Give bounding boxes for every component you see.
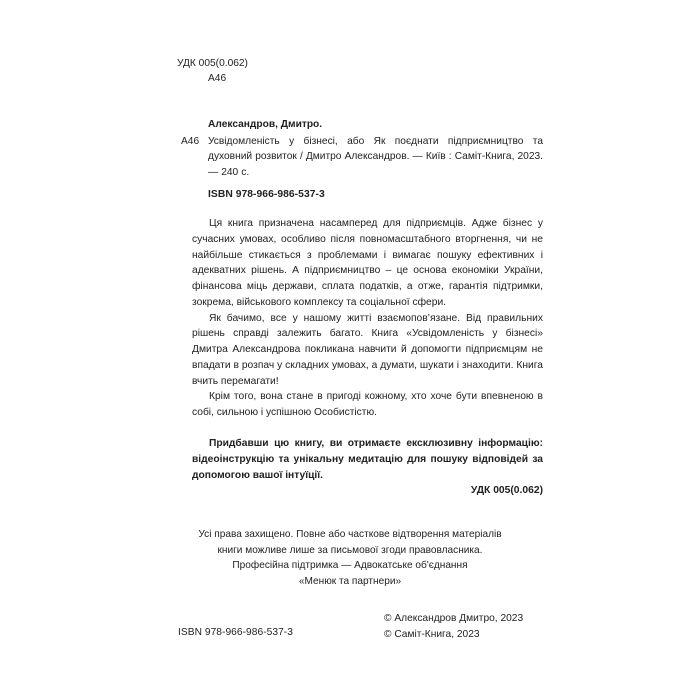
rights-notice bbox=[150, 527, 550, 589]
rights-line-1: Усі права захищено. Повне або часткове відтворення матеріалів bbox=[198, 529, 502, 540]
rights-line-4: «Менюк та партнери» bbox=[298, 575, 402, 587]
annotation-paragraph-1: Ця книга призначена насамперед для підприємців. Адже бізнес у сучасних умовах, особливо після повномасштабного вторгнення, чи не найбільше стикається з проблемами і вимагає пошуку ефективних і адекватних рішень. А підприємництво – це основа економіки України, фінансова міць держави, сплата податків, а отже, гарантія підтримки, зокрема, військового комплексу та соціальної сфери. bbox=[192, 218, 543, 308]
rights-line-2: книги можливе лише за письмової згоди правовласника. bbox=[217, 544, 483, 556]
annotation-paragraph-2: Як бачимо, все у нашому житті взаємопов’язане. Від правильних рішень справді залежить багато. Книга «Усвідомленість у бізнесі» Дмитра Александрова покликана навчити й допомогти підприємцям не впадати в розпач у складних умовах, а думати, шукати і знаходити. Книга вчить перемагати! bbox=[192, 312, 543, 387]
record-author: Александров, Дмитро. bbox=[208, 119, 323, 130]
record-body bbox=[177, 134, 543, 181]
record-description: Усвідомленість у бізнесі, або Як поєднати підприємництво та духовний розвиток / Дмитро Александров. — Київ : Саміт-Книга, 2023. — 240 с. bbox=[208, 135, 543, 178]
copyright-author: © Александров Дмитро, 2023 bbox=[384, 613, 524, 624]
rights-line-3: Професійна підтримка — Адвокатське об'єднання bbox=[232, 560, 468, 572]
record-shelf-mark: А46 bbox=[181, 135, 200, 147]
copyright-publisher: © Саміт-Книга, 2023 bbox=[384, 628, 480, 640]
udc-classification-bottom: УДК 005(0.062) bbox=[470, 485, 543, 496]
copyright-block bbox=[384, 611, 564, 642]
udc-header-block bbox=[177, 56, 543, 86]
annotation-paragraph-3: Крім того, вона стане в пригоді кожному, хто хоче бути впевненою в собі, сильною і успішною Особистістю. bbox=[192, 391, 543, 418]
author-code: А46 bbox=[208, 73, 227, 85]
isbn-primary: ISBN 978-966-986-537-3 bbox=[208, 189, 325, 200]
annotation-block bbox=[192, 216, 543, 484]
isbn-footer: ISBN 978-966-986-537-3 bbox=[178, 627, 293, 638]
annotation-highlight: Придбавши цю книгу, ви отримаєте ексклюзивну інформацію: відеоінструкцію та унікальну медитацію для пошуку відповідей за допомогою вашої інтуїції. bbox=[192, 438, 543, 481]
bibliographic-record bbox=[177, 117, 543, 180]
udc-classification-top: УДК 005(0.062) bbox=[177, 58, 248, 69]
